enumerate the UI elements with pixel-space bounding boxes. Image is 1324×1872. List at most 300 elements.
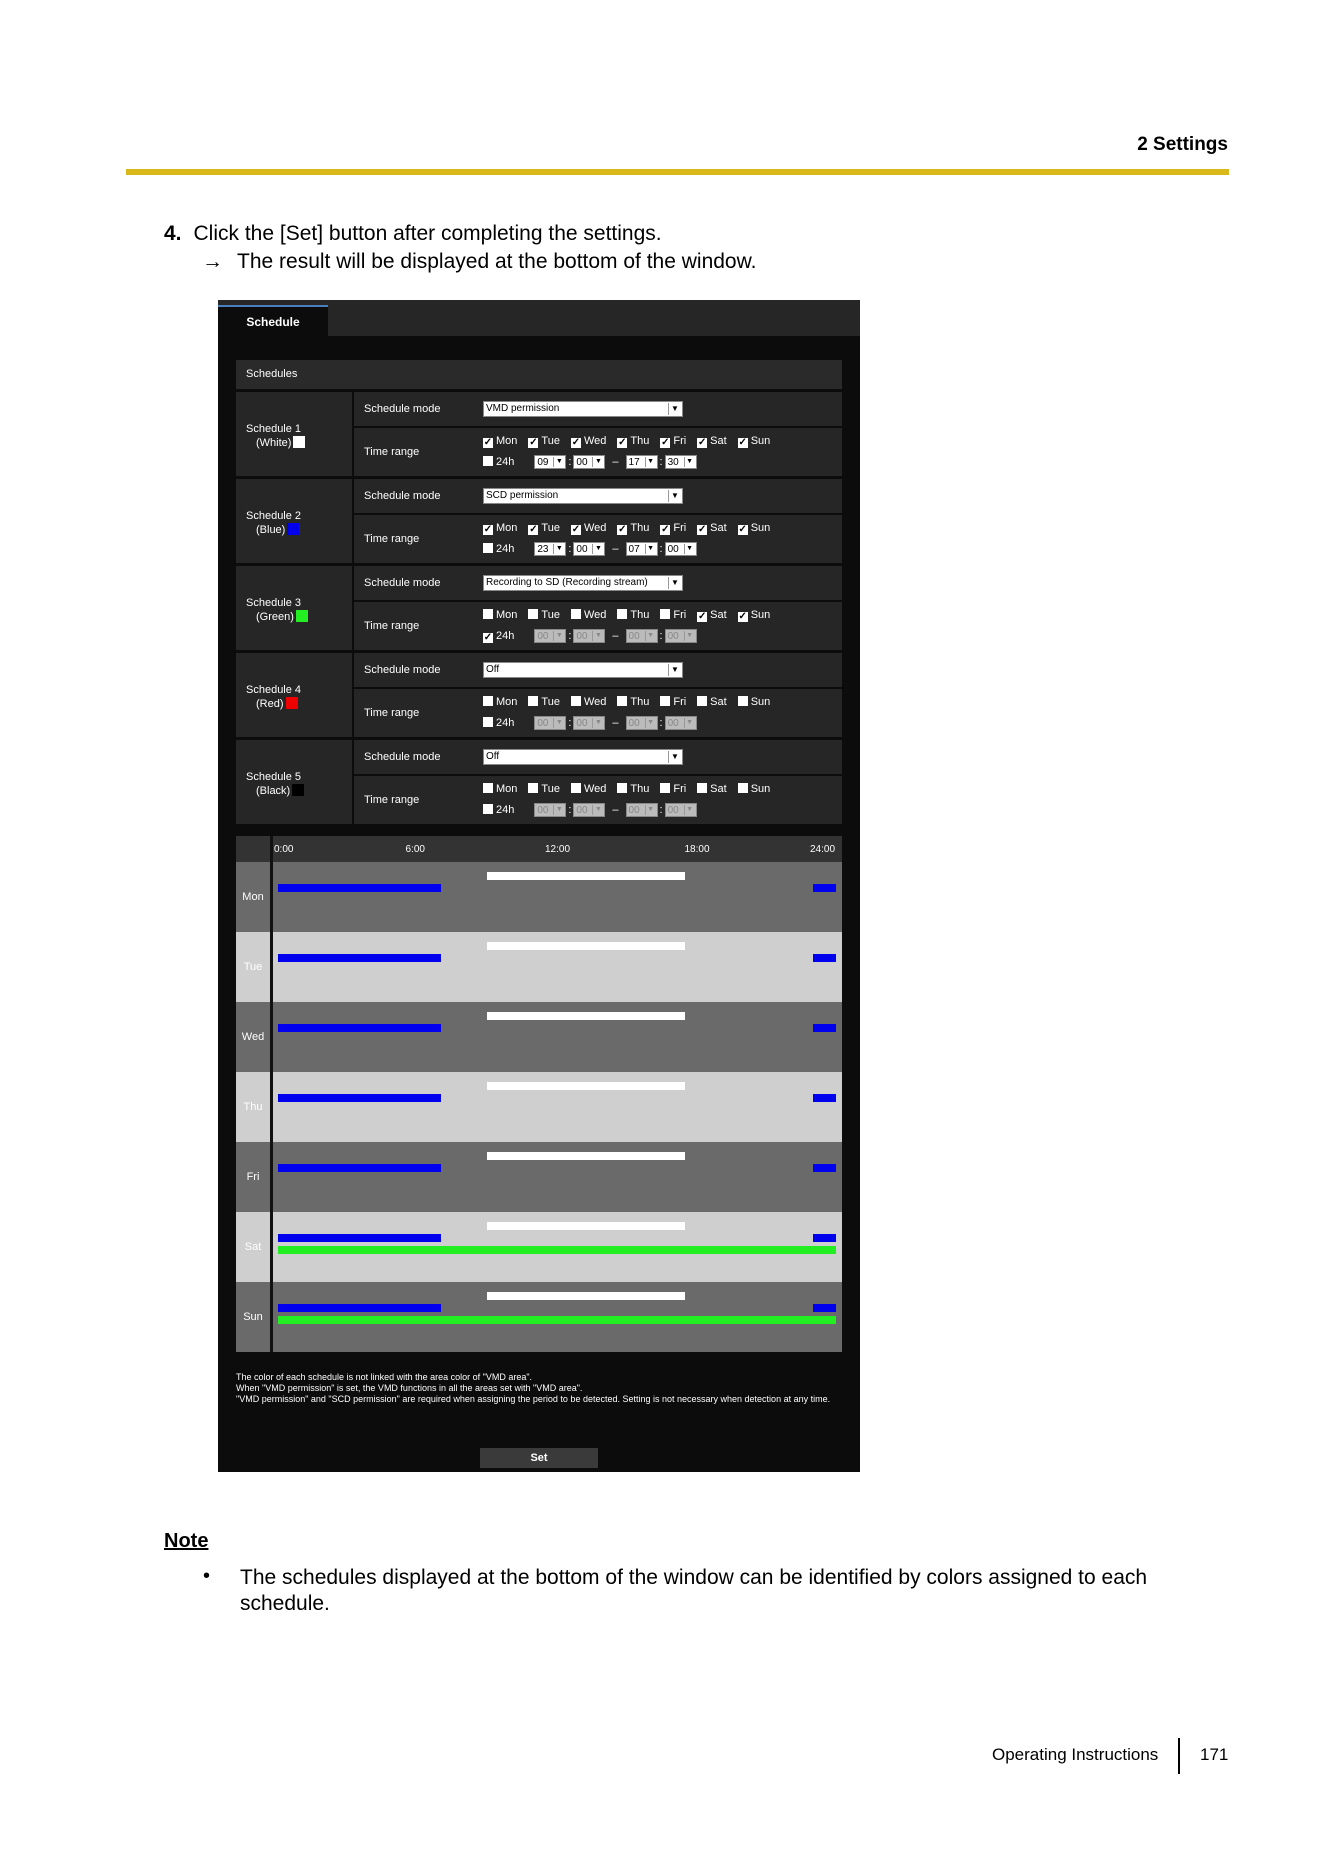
arrow-icon: → bbox=[202, 250, 223, 273]
schedule-bar bbox=[813, 1304, 836, 1312]
h24-checkbox[interactable] bbox=[483, 543, 493, 553]
color-swatch bbox=[286, 697, 298, 709]
day-option bbox=[571, 696, 606, 708]
note-title: Note bbox=[164, 1530, 209, 1552]
schedule-bar bbox=[487, 1292, 685, 1300]
day-option bbox=[571, 609, 606, 621]
schedule-bar bbox=[487, 1012, 685, 1020]
schedule-color-name: (Green) bbox=[256, 611, 294, 623]
time-colon: : bbox=[659, 629, 663, 642]
color-swatch bbox=[292, 784, 304, 796]
to-minute-select-value: 00 bbox=[667, 718, 679, 729]
day-option bbox=[571, 783, 606, 795]
day-option bbox=[483, 435, 517, 447]
day-label: Sat bbox=[710, 609, 727, 621]
schedule-bar bbox=[278, 1246, 836, 1254]
chevron-down-icon: ▼ bbox=[645, 718, 656, 728]
time-colon: : bbox=[659, 455, 663, 468]
timeline-day-row bbox=[236, 932, 842, 1002]
schedule-title: Schedule 1 bbox=[246, 423, 302, 435]
day-label: Mon bbox=[496, 783, 518, 795]
schedule-bar bbox=[813, 1024, 836, 1032]
schedule-mode-row bbox=[354, 653, 842, 687]
from-minute-select[interactable] bbox=[573, 803, 605, 817]
schedule-name bbox=[246, 770, 304, 798]
to-hour-select[interactable] bbox=[626, 629, 658, 643]
day-checkbox[interactable]: ✓ bbox=[697, 524, 707, 535]
time-dash: – bbox=[612, 455, 619, 468]
day-checkbox[interactable]: ✓ bbox=[571, 437, 581, 448]
time-selectors bbox=[483, 455, 697, 469]
day-checkbox[interactable] bbox=[617, 609, 627, 619]
timeline-day-label: Fri bbox=[236, 1142, 270, 1212]
footnote bbox=[236, 1372, 846, 1405]
h24-checkbox[interactable] bbox=[483, 456, 493, 466]
schedule-block bbox=[236, 740, 842, 824]
footer-divider bbox=[1178, 1738, 1180, 1774]
day-checkbox[interactable] bbox=[528, 696, 538, 706]
day-label: Fri bbox=[673, 609, 687, 621]
day-label: Wed bbox=[583, 783, 607, 795]
time-colon: : bbox=[659, 716, 663, 729]
day-checkbox[interactable] bbox=[571, 609, 581, 619]
to-hour-select[interactable] bbox=[626, 455, 658, 469]
schedule-color-line bbox=[246, 610, 308, 624]
day-option bbox=[697, 696, 727, 708]
chevron-down-icon: ▼ bbox=[592, 718, 603, 728]
time-range-label: Time range bbox=[364, 794, 420, 806]
time-colon: : bbox=[568, 542, 572, 555]
day-option bbox=[528, 609, 560, 621]
h24-label: 24h bbox=[496, 803, 515, 816]
day-label: Sat bbox=[710, 696, 727, 708]
day-label: Thu bbox=[630, 783, 650, 795]
to-minute-select[interactable] bbox=[665, 716, 697, 730]
day-checkbox[interactable] bbox=[660, 696, 670, 706]
day-label: Wed bbox=[583, 522, 607, 534]
day-checkbox[interactable]: ✓ bbox=[571, 524, 581, 535]
day-label: Thu bbox=[630, 696, 650, 708]
day-option bbox=[617, 609, 649, 621]
day-checkbox[interactable] bbox=[617, 696, 627, 706]
color-swatch bbox=[287, 523, 299, 535]
schedule-bar bbox=[278, 1024, 441, 1032]
schedule-bar bbox=[487, 1152, 685, 1160]
time-colon: : bbox=[568, 803, 572, 816]
time-range-row bbox=[354, 776, 842, 824]
schedule-mode-row bbox=[354, 740, 842, 774]
schedule-bar bbox=[278, 1234, 441, 1242]
timeline-day-row bbox=[236, 1282, 842, 1352]
from-minute-select[interactable] bbox=[573, 542, 605, 556]
chevron-down-icon: ▼ bbox=[684, 631, 695, 641]
day-checkbox[interactable]: ✓ bbox=[697, 611, 707, 622]
day-label: Tue bbox=[541, 522, 560, 534]
to-hour-select[interactable] bbox=[626, 716, 658, 730]
timeline-day-label: Tue bbox=[236, 932, 270, 1002]
schedule-block bbox=[236, 479, 842, 563]
day-option bbox=[697, 435, 727, 447]
schedule-bar bbox=[278, 884, 441, 892]
day-option bbox=[738, 609, 771, 621]
schedule-mode-select[interactable] bbox=[483, 749, 683, 765]
to-hour-select-value: 00 bbox=[628, 718, 640, 729]
color-swatch bbox=[293, 436, 305, 448]
h24-checkbox[interactable] bbox=[483, 717, 493, 727]
to-hour-select-value: 00 bbox=[628, 631, 640, 642]
day-checkbox[interactable]: ✓ bbox=[697, 437, 707, 448]
day-option bbox=[697, 609, 727, 621]
schedule-color-name: (Blue) bbox=[256, 524, 286, 536]
schedule-block bbox=[236, 392, 842, 476]
step-instruction bbox=[164, 222, 662, 246]
day-label: Wed bbox=[583, 435, 607, 447]
day-option bbox=[660, 696, 686, 708]
day-checkbox[interactable] bbox=[617, 783, 627, 793]
note-text: The schedules displayed at the bottom of the window can be identified by colors assigned to each schedule. bbox=[240, 1566, 1148, 1615]
day-checkbox[interactable]: ✓ bbox=[738, 524, 747, 535]
schedule-mode-select[interactable] bbox=[483, 575, 683, 591]
day-label: Sun bbox=[750, 783, 771, 795]
time-colon: : bbox=[568, 716, 572, 729]
day-label: Sun bbox=[750, 435, 771, 447]
chevron-down-icon: ▼ bbox=[668, 403, 681, 415]
time-selectors bbox=[483, 716, 697, 730]
from-minute-select[interactable] bbox=[573, 716, 605, 730]
day-option bbox=[617, 522, 649, 534]
time-dash: – bbox=[612, 629, 619, 642]
day-label: Sat bbox=[710, 522, 727, 534]
to-hour-select-value: 00 bbox=[628, 805, 640, 816]
timeline-day-row bbox=[236, 862, 842, 932]
chevron-down-icon: ▼ bbox=[684, 457, 695, 467]
bullet-icon: • bbox=[203, 1565, 211, 1587]
schedule-color-name: (Red) bbox=[256, 698, 284, 710]
schedule-title: Schedule 3 bbox=[246, 597, 302, 609]
day-checkbox[interactable] bbox=[528, 609, 538, 619]
timeline-day-label: Sun bbox=[236, 1282, 270, 1352]
chevron-down-icon: ▼ bbox=[553, 631, 564, 641]
schedule-label bbox=[236, 566, 352, 650]
time-range-row bbox=[354, 689, 842, 737]
footer-label: Operating Instructions bbox=[992, 1745, 1159, 1764]
day-option bbox=[738, 696, 771, 708]
to-minute-select-value: 00 bbox=[667, 805, 679, 816]
day-checkbox[interactable]: ✓ bbox=[738, 437, 747, 448]
schedule-bar bbox=[278, 1304, 441, 1312]
day-label: Sat bbox=[710, 783, 727, 795]
schedule-bar bbox=[278, 954, 441, 962]
chevron-down-icon: ▼ bbox=[668, 751, 681, 763]
day-checkbox[interactable] bbox=[483, 783, 493, 793]
from-minute-select-value: 00 bbox=[576, 631, 588, 642]
timeline-tick-label: 24:00 bbox=[810, 844, 836, 855]
timeline-header bbox=[236, 836, 842, 862]
time-selectors bbox=[483, 803, 697, 817]
set-button[interactable]: Set bbox=[480, 1448, 598, 1468]
h24-checkbox[interactable]: ✓ bbox=[483, 631, 493, 643]
chevron-down-icon: ▼ bbox=[684, 805, 695, 815]
to-minute-select[interactable] bbox=[665, 803, 697, 817]
day-option bbox=[738, 435, 771, 447]
time-colon: : bbox=[568, 455, 572, 468]
chevron-down-icon: ▼ bbox=[553, 718, 564, 728]
schedule-bar bbox=[813, 1234, 836, 1242]
from-minute-select-value: 00 bbox=[576, 718, 588, 729]
time-range-label: Time range bbox=[364, 620, 420, 632]
chevron-down-icon: ▼ bbox=[553, 544, 564, 554]
schedule-label bbox=[236, 740, 352, 824]
chevron-down-icon: ▼ bbox=[684, 544, 695, 554]
day-label: Sat bbox=[710, 435, 727, 447]
timeline-day-label: Thu bbox=[236, 1072, 270, 1142]
day-label: Tue bbox=[541, 609, 560, 621]
schedule-mode-label: Schedule mode bbox=[364, 490, 441, 502]
day-checkbox[interactable] bbox=[738, 783, 748, 793]
from-hour-select-value: 00 bbox=[537, 718, 549, 729]
schedule-bar bbox=[487, 1082, 685, 1090]
day-option bbox=[738, 783, 771, 795]
footnote-line: The color of each schedule is not linked with the area color of "VMD area". bbox=[236, 1372, 533, 1382]
to-minute-select-value: 00 bbox=[667, 544, 679, 555]
day-label: Fri bbox=[673, 522, 687, 534]
day-option bbox=[697, 522, 727, 534]
to-hour-select-value: 17 bbox=[628, 457, 640, 468]
schedule-mode-select[interactable] bbox=[483, 488, 683, 504]
h24-label: 24h bbox=[496, 455, 515, 468]
day-checkbox[interactable] bbox=[697, 783, 707, 793]
day-option bbox=[571, 435, 606, 447]
to-minute-select-value: 30 bbox=[667, 457, 679, 468]
from-minute-select-value: 00 bbox=[576, 544, 588, 555]
to-minute-select-value: 00 bbox=[667, 631, 679, 642]
day-option bbox=[571, 522, 606, 534]
day-option bbox=[660, 522, 686, 534]
step-number: 4. bbox=[164, 222, 182, 245]
timeline-tick-label: 12:00 bbox=[545, 844, 571, 855]
time-colon: : bbox=[659, 803, 663, 816]
day-label: Sun bbox=[750, 609, 771, 621]
footnote-line: "VMD permission" and "SCD permission" are required when assigning the period to be detected. Setting is not necessary when detection at any time. bbox=[236, 1394, 831, 1404]
tab-schedule[interactable]: Schedule bbox=[218, 305, 328, 338]
chevron-down-icon: ▼ bbox=[668, 664, 681, 676]
time-range-row bbox=[354, 602, 842, 650]
to-minute-select[interactable] bbox=[665, 542, 697, 556]
day-checkbox[interactable]: ✓ bbox=[618, 437, 627, 448]
schedule-mode-row bbox=[354, 479, 842, 513]
day-checkboxes bbox=[483, 522, 781, 535]
time-dash: – bbox=[612, 542, 619, 555]
day-option bbox=[617, 435, 649, 447]
day-checkbox[interactable] bbox=[697, 696, 707, 706]
from-hour-select-value: 00 bbox=[537, 805, 549, 816]
schedule-mode-select[interactable] bbox=[483, 401, 683, 417]
to-hour-select[interactable] bbox=[626, 803, 658, 817]
day-option bbox=[660, 783, 686, 795]
schedules-header: Schedules bbox=[236, 360, 842, 389]
schedule-bar bbox=[278, 1316, 836, 1324]
day-label: Mon bbox=[496, 435, 518, 447]
timeline-tick-label: 0:00 bbox=[274, 844, 294, 855]
day-checkboxes bbox=[483, 696, 781, 708]
color-swatch bbox=[296, 610, 308, 622]
day-option bbox=[617, 696, 649, 708]
chevron-down-icon: ▼ bbox=[592, 631, 603, 641]
schedule-mode-select[interactable] bbox=[483, 662, 683, 678]
schedule-mode-value: Recording to SD (Recording stream) bbox=[486, 577, 648, 588]
schedule-bar bbox=[813, 1094, 836, 1102]
timeline-day-label: Mon bbox=[236, 862, 270, 932]
from-hour-select[interactable] bbox=[534, 716, 566, 730]
day-checkbox[interactable] bbox=[660, 609, 670, 619]
page-number: 171 bbox=[1200, 1745, 1229, 1764]
timeline-day-label: Wed bbox=[236, 1002, 270, 1072]
day-checkbox[interactable]: ✓ bbox=[529, 437, 538, 448]
time-colon: : bbox=[568, 629, 572, 642]
day-checkbox[interactable] bbox=[738, 696, 748, 706]
schedule-color-line bbox=[246, 697, 301, 711]
schedule-color-line bbox=[246, 784, 304, 798]
day-label: Fri bbox=[673, 696, 687, 708]
schedule-bar bbox=[813, 954, 836, 962]
schedule-mode-label: Schedule mode bbox=[364, 751, 441, 763]
chevron-down-icon: ▼ bbox=[645, 631, 656, 641]
h24-label: 24h bbox=[496, 542, 515, 555]
time-dash: – bbox=[612, 716, 619, 729]
chevron-down-icon: ▼ bbox=[645, 544, 656, 554]
day-checkbox[interactable] bbox=[483, 609, 493, 619]
day-checkboxes bbox=[483, 435, 781, 448]
schedule-bar bbox=[813, 1164, 836, 1172]
day-label: Mon bbox=[496, 522, 518, 534]
day-label: Mon bbox=[496, 696, 518, 708]
section-title: 2 Settings bbox=[1137, 134, 1228, 155]
timeline-tick-label: 18:00 bbox=[684, 844, 710, 855]
schedule-name bbox=[246, 683, 301, 711]
day-option bbox=[483, 609, 517, 621]
day-checkbox[interactable]: ✓ bbox=[738, 611, 747, 622]
footnote-line: When "VMD permission" is set, the VMD functions in all the areas set with "VMD area". bbox=[236, 1383, 583, 1393]
from-hour-select-value: 23 bbox=[537, 544, 549, 555]
schedule-bar bbox=[278, 1094, 441, 1102]
time-range-row bbox=[354, 515, 842, 563]
from-hour-select[interactable] bbox=[534, 803, 566, 817]
schedule-name bbox=[246, 596, 308, 624]
time-range-label: Time range bbox=[364, 446, 420, 458]
day-label: Thu bbox=[630, 435, 650, 447]
h24-label: 24h bbox=[496, 716, 515, 729]
step-result bbox=[202, 250, 756, 274]
day-label: Tue bbox=[541, 783, 560, 795]
schedule-label bbox=[236, 653, 352, 737]
day-label: Sun bbox=[750, 696, 771, 708]
schedule-title: Schedule 5 bbox=[246, 771, 302, 783]
day-option bbox=[528, 522, 560, 534]
schedule-mode-value: Off bbox=[486, 664, 500, 675]
from-minute-select-value: 00 bbox=[576, 457, 588, 468]
chevron-down-icon: ▼ bbox=[592, 805, 603, 815]
chevron-down-icon: ▼ bbox=[645, 457, 656, 467]
h24-label: 24h bbox=[496, 629, 515, 642]
day-checkbox[interactable] bbox=[571, 783, 581, 793]
step-result-text: The result will be displayed at the bottom of the window. bbox=[237, 250, 757, 273]
schedule-mode-value: SCD permission bbox=[486, 490, 559, 501]
timeline-day-row bbox=[236, 1072, 842, 1142]
time-selectors bbox=[483, 629, 697, 643]
schedule-title: Schedule 2 bbox=[246, 510, 302, 522]
h24-checkbox[interactable] bbox=[483, 804, 493, 814]
timeline-day-row bbox=[236, 1142, 842, 1212]
day-option bbox=[660, 609, 686, 621]
day-label: Fri bbox=[673, 435, 687, 447]
from-minute-select[interactable] bbox=[573, 455, 605, 469]
schedule-bar bbox=[487, 942, 685, 950]
tab-bar bbox=[218, 300, 860, 336]
day-option bbox=[617, 783, 649, 795]
schedule-timeline bbox=[236, 836, 842, 1352]
to-hour-select[interactable] bbox=[626, 542, 658, 556]
time-colon: : bbox=[659, 542, 663, 555]
day-option bbox=[528, 783, 560, 795]
day-checkboxes bbox=[483, 609, 781, 622]
to-minute-select[interactable] bbox=[665, 629, 697, 643]
chevron-down-icon: ▼ bbox=[668, 490, 681, 502]
from-hour-select[interactable] bbox=[534, 629, 566, 643]
chevron-down-icon: ▼ bbox=[553, 805, 564, 815]
day-checkbox[interactable]: ✓ bbox=[661, 524, 670, 535]
chevron-down-icon: ▼ bbox=[645, 805, 656, 815]
from-minute-select[interactable] bbox=[573, 629, 605, 643]
from-hour-select[interactable] bbox=[534, 542, 566, 556]
schedule-bar bbox=[487, 872, 685, 880]
day-checkbox[interactable] bbox=[571, 696, 581, 706]
day-checkbox[interactable]: ✓ bbox=[483, 524, 493, 535]
schedule-block bbox=[236, 566, 842, 650]
day-label: Wed bbox=[583, 696, 607, 708]
timeline-day-label: Sat bbox=[236, 1212, 270, 1282]
day-checkbox[interactable]: ✓ bbox=[618, 524, 627, 535]
timeline-day-row bbox=[236, 1212, 842, 1282]
day-option bbox=[738, 522, 771, 534]
schedule-block bbox=[236, 653, 842, 737]
time-range-label: Time range bbox=[364, 707, 420, 719]
schedule-mode-label: Schedule mode bbox=[364, 664, 441, 676]
day-label: Fri bbox=[673, 783, 687, 795]
day-checkbox[interactable] bbox=[660, 783, 670, 793]
day-checkbox[interactable] bbox=[483, 696, 493, 706]
schedule-bar bbox=[813, 884, 836, 892]
schedule-name bbox=[246, 422, 305, 450]
day-label: Thu bbox=[630, 522, 650, 534]
settings-screenshot bbox=[218, 300, 860, 1472]
time-range-row bbox=[354, 428, 842, 476]
schedule-label bbox=[236, 479, 352, 563]
schedule-mode-row bbox=[354, 392, 842, 426]
day-checkbox[interactable]: ✓ bbox=[483, 437, 493, 448]
from-hour-select-value: 00 bbox=[537, 631, 549, 642]
time-range-label: Time range bbox=[364, 533, 420, 545]
day-checkbox[interactable] bbox=[528, 783, 538, 793]
day-checkbox[interactable]: ✓ bbox=[661, 437, 670, 448]
chevron-down-icon: ▼ bbox=[553, 457, 564, 467]
from-hour-select[interactable] bbox=[534, 455, 566, 469]
day-label: Wed bbox=[583, 609, 607, 621]
schedule-bar bbox=[487, 1222, 685, 1230]
schedule-mode-row bbox=[354, 566, 842, 600]
schedule-label bbox=[236, 392, 352, 476]
day-checkbox[interactable]: ✓ bbox=[529, 524, 538, 535]
to-minute-select[interactable] bbox=[665, 455, 697, 469]
